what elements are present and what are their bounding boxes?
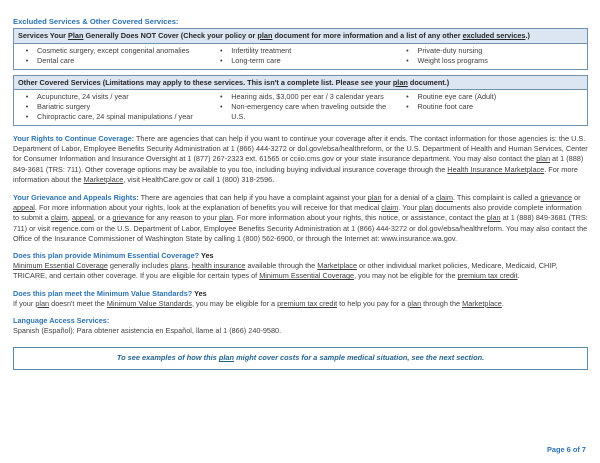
section-heading: Language Access Services: — [13, 316, 110, 326]
minimum-value-standards-section — [13, 289, 588, 309]
text-segment: doesn't meet the — [49, 298, 107, 308]
list-item-label: Routine foot care — [417, 102, 474, 111]
text-segment: plan — [407, 298, 422, 308]
text-segment: claim — [435, 193, 453, 203]
text-segment: .) — [525, 31, 530, 40]
list-item — [14, 102, 208, 112]
bullet-icon: • — [219, 92, 223, 101]
text-segment: , you may be eligible for a — [191, 298, 278, 308]
section-heading — [13, 251, 588, 261]
text-segment: If your — [13, 298, 36, 308]
bullet-icon: • — [25, 112, 29, 121]
bullet-icon: • — [406, 92, 409, 101]
table-column — [208, 92, 394, 122]
text-segment: , visit HealthCare.gov or call 1 (800) 318-2596. — [123, 174, 275, 184]
section-body: Spanish (Español): Para obtener asistencia en Español, llame al 1 (866) 240-9580. — [13, 326, 282, 336]
text-segment: claim — [381, 203, 399, 213]
text-segment: . — [517, 271, 520, 281]
table-column — [14, 46, 208, 66]
text-segment: claim — [50, 213, 68, 223]
text-segment: Minimum Value Standards — [106, 298, 192, 308]
text-segment: grievance — [540, 193, 573, 203]
text-segment: health insurance — [191, 261, 246, 271]
text-segment: Yes — [194, 288, 207, 298]
bullet-icon: • — [25, 55, 29, 65]
bullet-icon: • — [25, 92, 29, 101]
text-segment: plan — [35, 298, 50, 308]
text-segment: There are agencies that can help if you want to continue your coverage after it ends. The contact information for those agencies is: the U.S. Department of Labor, Employee Benefits Security Administration at 1 (866) 444-3272 or dol.gov/ebsa/healthreform, or the U.S. Department of Health and Human Services, Center for Consumer Information and Insurance Oversight at 1 (877) 267-2323 ext. 61565 or cciio.cms.gov or your state insurance department. You may also contact the — [13, 134, 588, 164]
bullet-icon: • — [406, 102, 409, 111]
minimum-essential-coverage-section — [13, 251, 588, 282]
text-segment: plan — [419, 203, 433, 213]
text-segment: for any reason to your — [144, 213, 220, 223]
list-item-label: Weight loss programs — [417, 55, 488, 65]
list-item — [394, 102, 587, 112]
text-segment: . This complaint is called a — [452, 193, 541, 203]
grievance-appeals-paragraph — [13, 193, 588, 244]
text-segment: There are agencies that can help if you have a complaint against your — [138, 193, 368, 203]
text-segment: , — [67, 213, 72, 223]
text-segment: plans — [170, 261, 188, 271]
list-item — [394, 56, 587, 66]
text-segment: Marketplace — [317, 261, 358, 271]
text-segment: or other individual market policies, Medicare, Medicaid, CHIP, TRICARE, and certain other coverage. If you are eligible for certain types of — [13, 261, 558, 281]
list-item — [14, 46, 208, 56]
table-column — [394, 92, 587, 122]
text-segment: premium tax credit — [457, 271, 518, 281]
text-segment: generally includes — [107, 261, 171, 271]
rights-to-continue-paragraph — [13, 134, 588, 185]
bullet-icon: • — [25, 102, 29, 111]
list-item-label: Private-duty nursing — [417, 45, 483, 55]
table-column — [208, 46, 394, 66]
bullet-icon: • — [406, 55, 409, 65]
text-segment: or — [572, 193, 581, 203]
text-segment: might cover costs for a sample medical situation, see the next section. — [234, 353, 485, 363]
list-item-label: Infertility treatment — [231, 45, 292, 55]
text-segment: plan — [219, 213, 233, 223]
list-item — [208, 102, 394, 122]
text-segment: , you may not be eligible for the — [354, 271, 458, 281]
text-segment: Marketplace — [83, 174, 124, 184]
other-covered-services-table-body — [14, 90, 587, 125]
list-item-label: Non-emergency care when traveling outside the U.S. — [231, 102, 387, 121]
list-item — [208, 92, 394, 102]
excluded-services-table — [13, 28, 588, 70]
list-item — [394, 46, 587, 56]
text-segment: . Your — [398, 203, 420, 213]
text-segment: grievance — [112, 213, 145, 223]
text-segment: . For more information about your rights, look at the explanation of benefits you will receive for that medical — [34, 203, 382, 213]
text-segment: premium tax credit — [277, 298, 338, 308]
list-item-label: Chiropractic care, 24 spinal manipulations / year — [37, 112, 193, 121]
section-body — [13, 299, 588, 309]
section-title-excluded-services: Excluded Services & Other Covered Services: — [13, 17, 179, 26]
list-item-label: Routine eye care (Adult) — [417, 92, 497, 101]
table-column — [14, 92, 208, 122]
coverage-examples-notice-box — [13, 347, 588, 370]
text-segment: Minimum Essential Coverage — [259, 271, 355, 281]
text-segment: through the — [421, 298, 463, 308]
section-heading — [13, 289, 588, 299]
paragraph-lead: Your Rights to Continue Coverage: — [13, 134, 135, 143]
text-segment: Does this plan provide Minimum Essential Coverage? — [13, 251, 202, 261]
text-segment: , — [187, 261, 192, 271]
page-number: Page 6 of 7 — [546, 445, 586, 454]
text-segment: at 1 (888) 849-3681 (TRS: 711) or visit regence.com or the U.S. Department of Labor, Employee Benefits Security Administration at 1 (866) 444-3272 or dol.gov/ebsa/healthreform. You may also contact the Office of the Insurance Commissioner of Washington State by calling 1 (800) 562-6900, or through the Internet at: www.insurance.wa.gov. — [13, 213, 588, 243]
text-segment: Generally Does NOT Cover (Check your policy or — [83, 31, 258, 40]
language-access-services-section — [13, 316, 588, 336]
list-item-label: Bariatric surgery — [37, 102, 91, 111]
text-segment: Does this plan meet the Minimum Value Standards? — [13, 288, 195, 298]
text-segment: plan — [392, 77, 408, 87]
text-segment: , or a — [93, 213, 113, 223]
table-column — [394, 46, 587, 66]
text-segment: plan — [367, 193, 382, 203]
excluded-services-table-body — [14, 44, 587, 69]
text-segment: Yes — [201, 251, 214, 261]
text-segment: Marketplace — [462, 298, 502, 308]
list-item — [208, 46, 394, 56]
text-segment: plan — [218, 353, 235, 363]
text-segment: for a denial of a — [381, 193, 436, 203]
text-segment: . For more information about the — [13, 164, 578, 184]
text-segment: plan — [536, 154, 551, 164]
bullet-icon: • — [406, 45, 409, 55]
text-segment: . — [501, 298, 504, 308]
list-item — [14, 92, 208, 102]
other-covered-services-table — [13, 75, 588, 127]
bullet-icon: • — [219, 55, 223, 65]
text-segment: plan — [486, 213, 501, 223]
text-segment: documents also provide complete information to submit a — [13, 203, 582, 223]
text-segment: Minimum Essential Coverage — [13, 261, 108, 271]
section-body — [13, 261, 588, 281]
text-segment: . For more information about your rights, this notice, or assistance, contact the — [232, 213, 487, 223]
text-segment: at 1 (888) 849-3681 (TRS: 711). Other coverage options may be available to you too, including buying individual insurance coverage through the — [13, 154, 584, 174]
list-item — [208, 56, 394, 66]
list-item-label: Cosmetic surgery, except congenital anomalies — [37, 45, 190, 55]
list-item-label: Dental care — [37, 55, 75, 65]
bullet-icon: • — [219, 102, 223, 111]
text-segment: Services Your — [18, 31, 69, 40]
text-segment: Health Insurance Marketplace — [447, 164, 545, 174]
text-segment: Plan — [68, 31, 84, 40]
paragraph-lead: Your Grievance and Appeals Rights: — [13, 193, 139, 203]
text-segment: appeal — [71, 213, 94, 223]
list-item-label: Hearing aids, $3,000 per ear / 3 calendar years — [231, 92, 384, 101]
list-item — [394, 92, 587, 102]
text-segment: To see examples of how this — [116, 353, 219, 363]
text-segment: excluded services — [462, 31, 526, 40]
text-segment: to help you pay for a — [337, 298, 408, 308]
excluded-services-table-header — [14, 29, 587, 44]
bullet-icon: • — [25, 45, 29, 55]
list-item-label: Long-term care — [231, 55, 281, 65]
list-item — [14, 112, 208, 122]
notice-text — [117, 353, 484, 362]
bullet-icon: • — [219, 45, 223, 55]
list-item-label: Acupuncture, 24 visits / year — [37, 92, 129, 101]
text-segment: available through the — [245, 261, 318, 271]
list-item — [14, 56, 208, 66]
text-segment: document.) — [407, 77, 450, 87]
other-covered-services-table-header — [14, 76, 587, 91]
text-segment: document for more information and a list of any other — [272, 31, 463, 40]
text-segment: appeal — [13, 203, 35, 213]
text-segment: Other Covered Services (Limitations may apply to these services. This isn't a complete list. Please see your — [18, 77, 393, 87]
text-segment: plan — [257, 31, 273, 40]
